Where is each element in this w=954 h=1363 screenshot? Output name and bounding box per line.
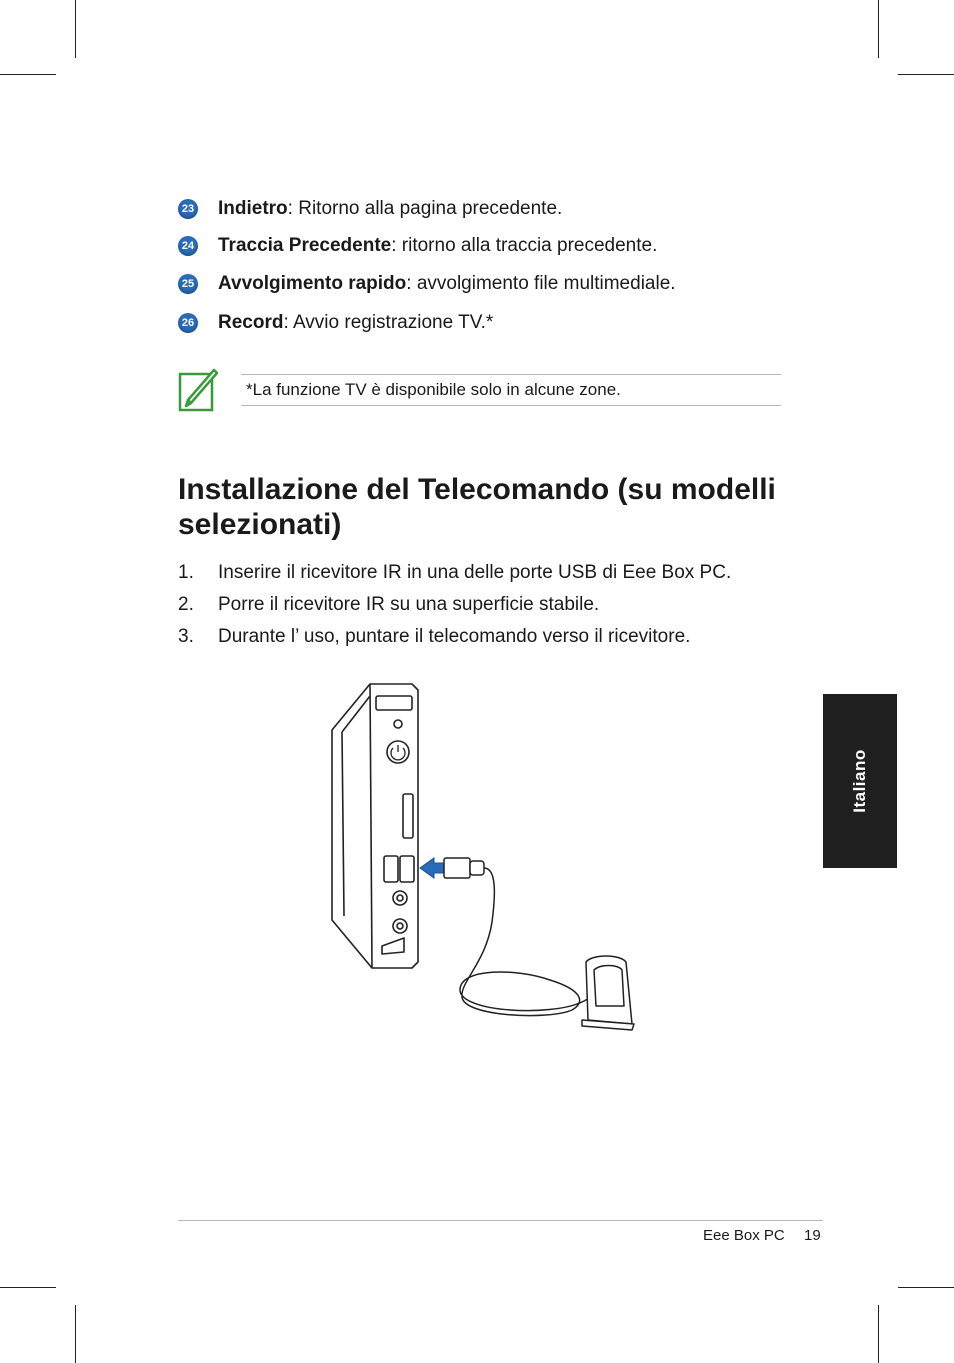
item-description: : ritorno alla traccia precedente. xyxy=(391,235,658,256)
crop-mark xyxy=(0,1287,56,1288)
crop-mark xyxy=(878,0,879,58)
step-item xyxy=(178,560,731,586)
step-item xyxy=(178,624,690,650)
crop-mark xyxy=(878,1305,879,1363)
language-side-tab xyxy=(823,694,897,868)
crop-mark xyxy=(75,1305,76,1363)
list-item xyxy=(178,310,493,336)
list-item xyxy=(178,233,657,259)
item-number-badge: 26 xyxy=(178,313,198,333)
language-tab-label: Italiano xyxy=(849,749,869,813)
item-description: : Ritorno alla pagina precedente. xyxy=(287,198,563,219)
step-number: 3. xyxy=(178,626,194,647)
item-term: Record xyxy=(218,312,284,333)
list-item xyxy=(178,196,562,222)
step-item xyxy=(178,592,599,618)
step-number: 2. xyxy=(178,594,194,615)
item-term: Indietro xyxy=(218,198,288,219)
item-number-badge: 25 xyxy=(178,274,198,294)
list-item xyxy=(178,271,676,297)
note-box xyxy=(241,374,781,406)
note-text: *La funzione TV è disponibile solo in alcune zone. xyxy=(246,380,621,399)
crop-mark xyxy=(898,1287,954,1288)
step-number: 1. xyxy=(178,562,194,583)
crop-mark xyxy=(898,74,954,75)
page-number: 19 xyxy=(804,1227,821,1244)
crop-mark xyxy=(0,74,56,75)
step-text: Porre il ricevitore IR su una superficie stabile. xyxy=(218,594,600,615)
footer-divider xyxy=(178,1220,823,1221)
item-description: : avvolgimento file multimediale. xyxy=(406,273,676,294)
item-number-badge: 23 xyxy=(178,199,198,219)
section-title: Installazione del Telecomando (su modelli selezionati) xyxy=(178,473,776,541)
note-pencil-icon xyxy=(178,366,218,412)
item-description: : Avvio registrazione TV.* xyxy=(283,312,494,333)
crop-mark xyxy=(75,0,76,58)
eee-box-pc-drawing xyxy=(332,684,418,968)
step-text: Inserire il ricevitore IR in una delle porte USB di Eee Box PC. xyxy=(218,562,732,583)
footer-product-name: Eee Box PC xyxy=(703,1227,785,1244)
ir-receiver-drawing xyxy=(582,956,634,1030)
item-number-badge: 24 xyxy=(178,236,198,256)
step-text: Durante l’ uso, puntare il telecomando verso il ricevitore. xyxy=(218,626,691,647)
item-term: Traccia Precedente xyxy=(218,235,392,256)
ir-receiver-installation-illustration xyxy=(320,672,650,1042)
item-term: Avvolgimento rapido xyxy=(218,273,407,294)
